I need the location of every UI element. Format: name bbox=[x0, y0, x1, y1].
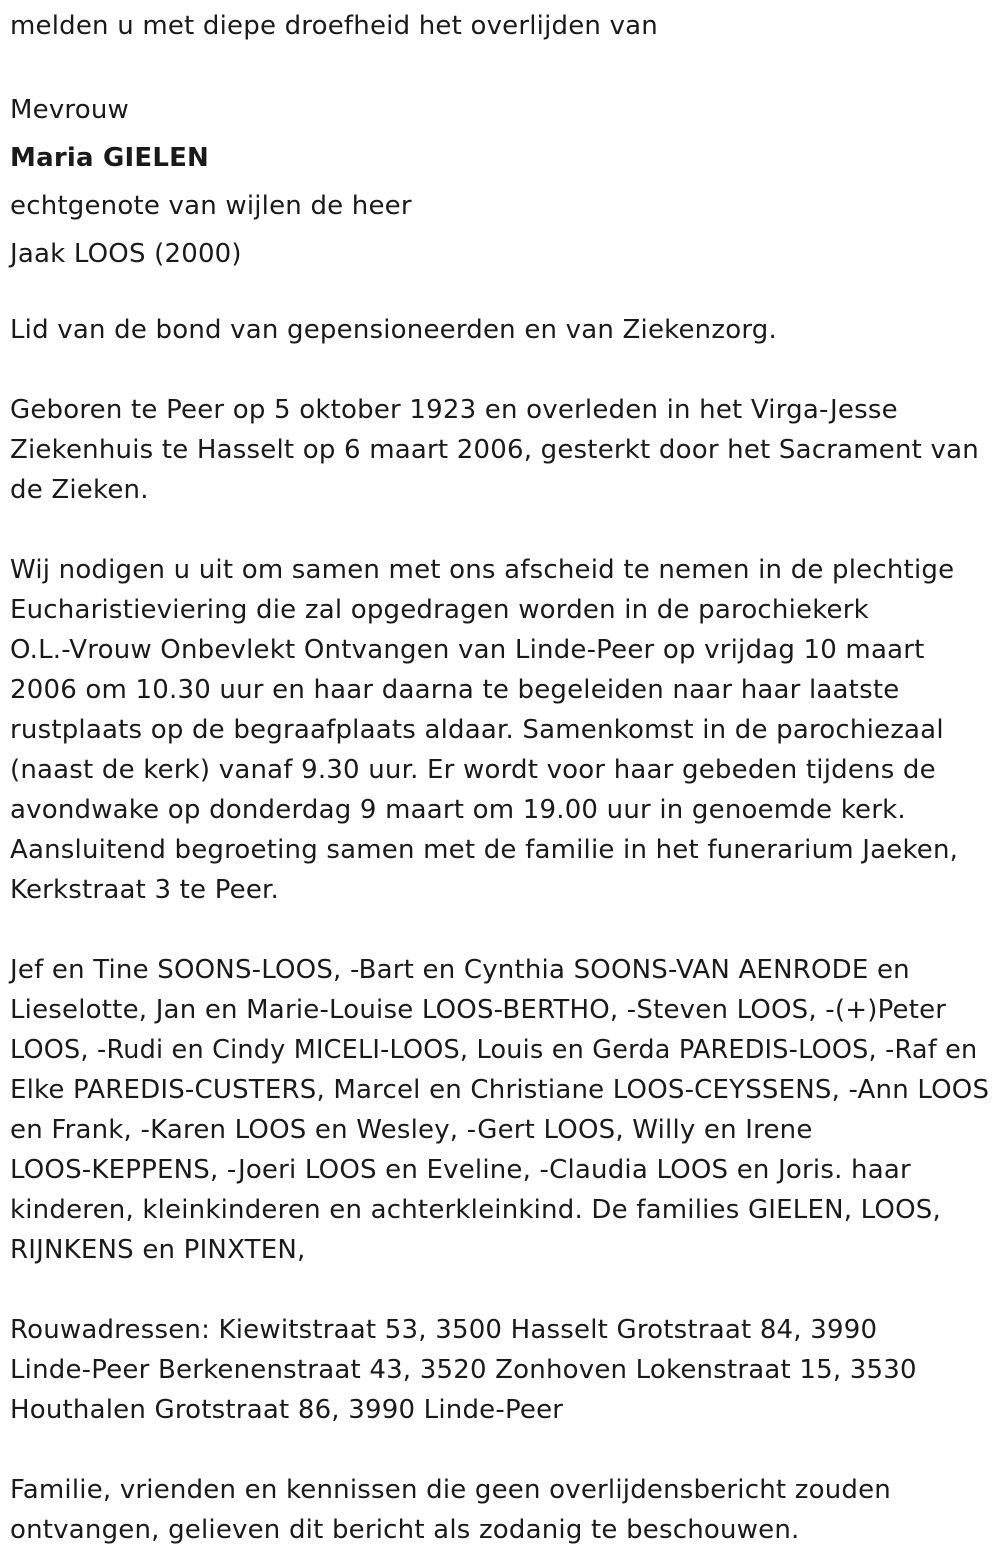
membership-line: Lid van de bond van gepensioneerden en van Ziekenzorg. bbox=[10, 315, 777, 345]
spacer bbox=[10, 510, 990, 550]
paragraph-line: Ziekenhuis te Hasselt op 6 maart 2006, gesterkt door het Sacrament van bbox=[10, 435, 979, 465]
paragraph-line: Jef en Tine SOONS-LOOS, -Bart en Cynthia SOONS-VAN AENRODE en bbox=[10, 955, 910, 985]
paragraph-line: kinderen, kleinkinderen en achterkleinkind. De families GIELEN, LOOS, bbox=[10, 1195, 941, 1225]
paragraph-line: Linde-Peer Berkenenstraat 43, 3520 Zonhoven Lokenstraat 15, 3530 bbox=[10, 1355, 917, 1385]
paragraph-line: Kerkstraat 3 te Peer. bbox=[10, 875, 280, 905]
paragraph-line: Rouwadressen: Kiewitstraat 53, 3500 Hasselt Grotstraat 84, 3990 bbox=[10, 1315, 878, 1345]
paragraph-line: Houthalen Grotstraat 86, 3990 Linde-Peer bbox=[10, 1395, 564, 1425]
spacer bbox=[10, 350, 990, 390]
paragraph-line: LOOS-KEPPENS, -Joeri LOOS en Eveline, -Claudia LOOS en Joris. haar bbox=[10, 1155, 911, 1185]
paragraph-line: Lieselotte, Jan en Marie-Louise LOOS-BERTHO, -Steven LOOS, -(+)Peter bbox=[10, 995, 947, 1025]
paragraph-line: de Zieken. bbox=[10, 475, 149, 505]
paragraph-line: Wij nodigen u uit om samen met ons afscheid te nemen in de plechtige bbox=[10, 555, 955, 585]
paragraph-line: O.L.-Vrouw Onbevlekt Ontvangen van Linde-Peer op vrijdag 10 maart bbox=[10, 635, 925, 665]
paragraph-line: rustplaats op de begraafplaats aldaar. Samenkomst in de parochiezaal bbox=[10, 715, 944, 745]
salutation: Mevrouw bbox=[10, 95, 129, 125]
paragraph-line: 2006 om 10.30 uur en haar daarna te begeleiden naar haar laatste bbox=[10, 675, 900, 705]
spacer bbox=[10, 1430, 990, 1470]
paragraph-line: Elke PAREDIS-CUSTERS, Marcel en Christiane LOOS-CEYSSENS, -Ann LOOS bbox=[10, 1075, 990, 1105]
paragraph-line: avondwake op donderdag 9 maart om 19.00 uur in genoemde kerk. bbox=[10, 795, 906, 825]
paragraph-line: Familie, vrienden en kennissen die geen overlijdensbericht zouden bbox=[10, 1475, 891, 1505]
family-paragraph bbox=[10, 950, 990, 1270]
paragraph-line: Eucharistieviering die zal opgedragen worden in de parochiekerk bbox=[10, 595, 869, 625]
paragraph-line: (naast de kerk) vanaf 9.30 uur. Er wordt voor haar gebeden tijdens de bbox=[10, 755, 936, 785]
deceased-block bbox=[10, 86, 990, 278]
paragraph-line: ontvangen, gelieven dit bericht als zodanig te beschouwen. bbox=[10, 1515, 800, 1545]
spacer bbox=[10, 910, 990, 950]
paragraph-line: Aansluitend begroeting samen met de familie in het funerarium Jaeken, bbox=[10, 835, 959, 865]
closing-paragraph bbox=[10, 1470, 990, 1550]
spacer bbox=[10, 278, 990, 310]
addresses-paragraph bbox=[10, 1310, 990, 1430]
spacer bbox=[10, 1270, 990, 1310]
spouse-name: Jaak LOOS (2000) bbox=[10, 239, 242, 269]
paragraph-line: LOOS, -Rudi en Cindy MICELI-LOOS, Louis en Gerda PAREDIS-LOOS, -Raf en bbox=[10, 1035, 978, 1065]
paragraph-line: en Frank, -Karen LOOS en Wesley, -Gert LOOS, Willy en Irene bbox=[10, 1115, 813, 1145]
intro-line: melden u met diepe droefheid het overlijden van bbox=[10, 11, 658, 41]
birth-death-paragraph bbox=[10, 390, 990, 510]
deceased-name: Maria GIELEN bbox=[10, 143, 210, 173]
relation-line: echtgenote van wijlen de heer bbox=[10, 191, 412, 221]
paragraph-line: Geboren te Peer op 5 oktober 1923 en overleden in het Virga-Jesse bbox=[10, 395, 898, 425]
paragraph-line: RIJNKENS en PINXTEN, bbox=[10, 1235, 306, 1265]
funeral-paragraph bbox=[10, 550, 990, 910]
spacer bbox=[10, 46, 990, 86]
